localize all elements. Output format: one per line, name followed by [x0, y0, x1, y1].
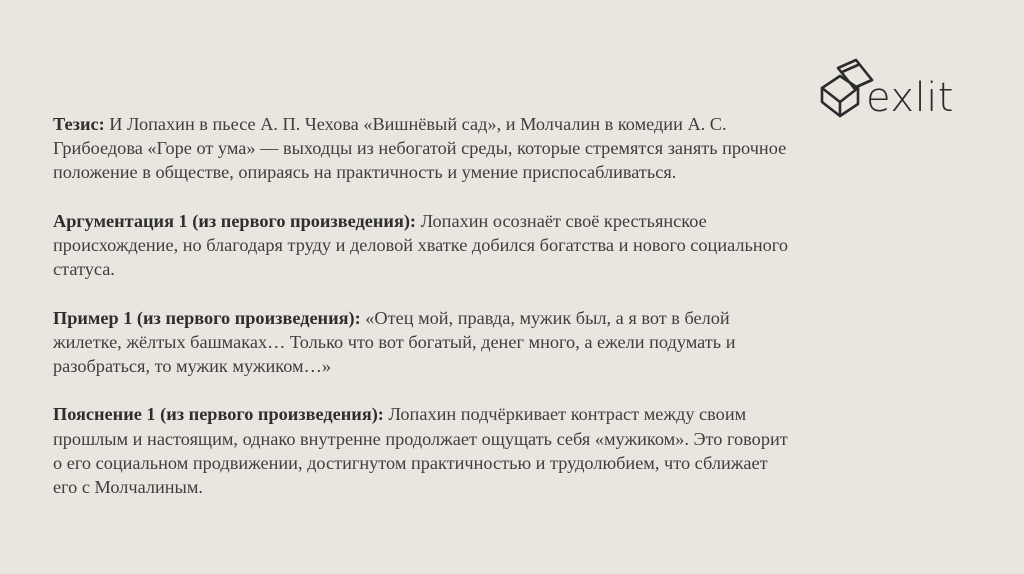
- thesis-text: И Лопахин в пьесе А. П. Чехова «Вишнёвый сад», и Молчалин в комедии А. С. Грибоедова «Горе от ума» — выходцы из небогатой среды, которые стремятся занять прочное положение в обществе, опираясь на практичность и умение приспосабливаться.: [53, 114, 787, 183]
- argument-1-label: Аргументация 1 (из первого произведения):: [53, 210, 417, 231]
- slide-content: [53, 112, 793, 523]
- explanation-1-label: Пояснение 1 (из первого произведения):: [53, 404, 384, 425]
- logo-text: exlit: [866, 75, 954, 121]
- example-1-label: Пример 1 (из первого произведения):: [53, 307, 361, 328]
- exlit-logo: [818, 58, 953, 138]
- example-1-text: «Отец мой, правда, мужик был, а я вот в белой жилетке, жёлтых башмаках… Только что вот богатый, денег много, а ежели подумать и разобраться, то мужик мужиком…»: [53, 307, 736, 376]
- thesis-label: Тезис:: [53, 114, 105, 134]
- argument-1-paragraph: [53, 209, 793, 282]
- thesis-paragraph: [53, 112, 793, 185]
- explanation-1-text: Лопахин подчёркивает контраст между своим прошлым и настоящим, однако внутренне продолжает ощущать себя «мужиком». Это говорит о его социальном продвижении, достигнутом практичностью и трудолюбием, что сближает его с Молчалиным.: [53, 404, 788, 497]
- example-1-paragraph: [53, 306, 793, 379]
- explanation-1-paragraph: [53, 402, 793, 499]
- argument-1-text: Лопахин осознаёт своё крестьянское происхождение, но благодаря труду и деловой хватке добился богатства и нового социального статуса.: [53, 210, 788, 280]
